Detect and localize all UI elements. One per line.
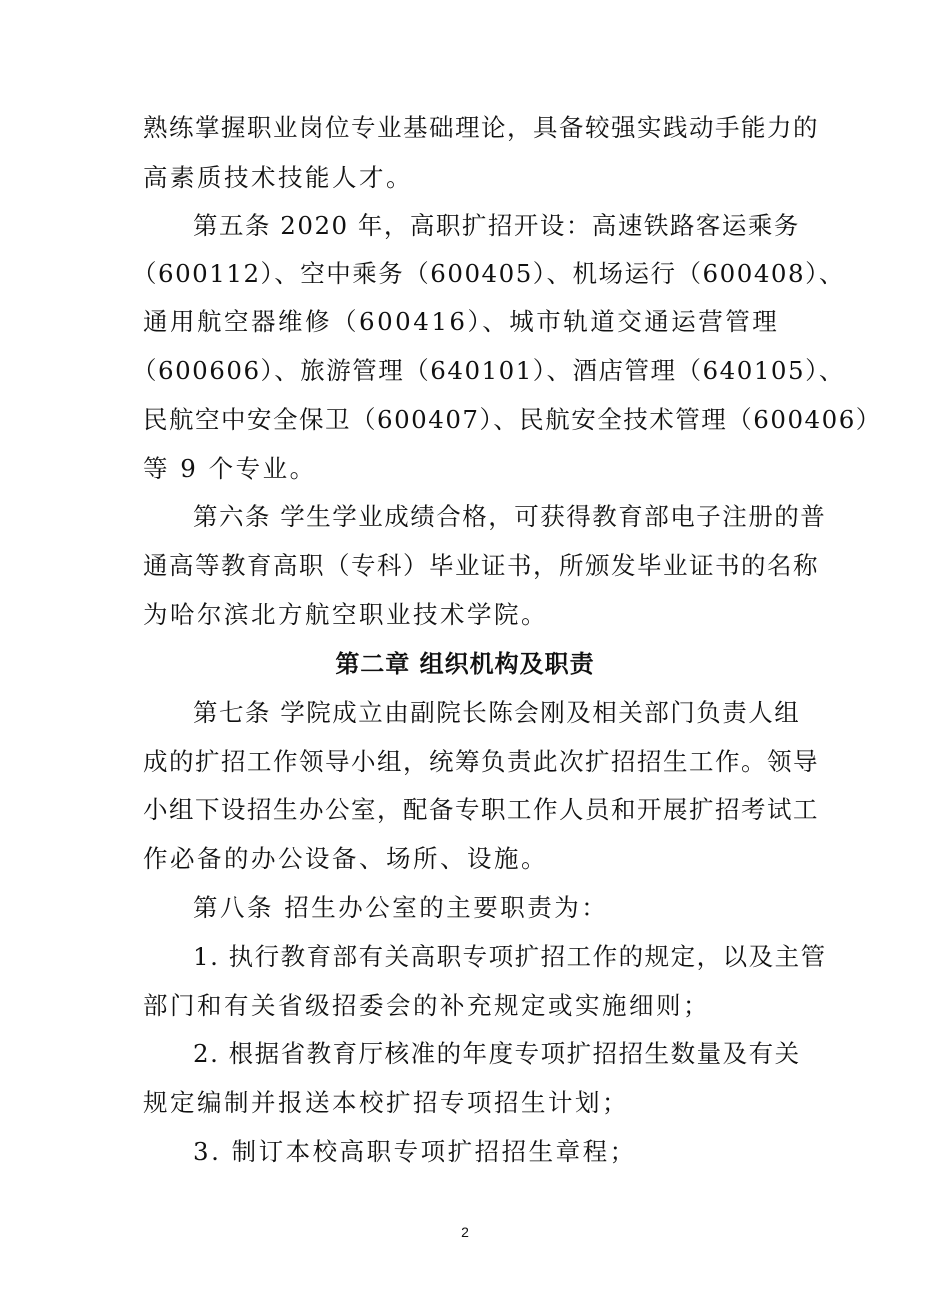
- item-2-line: 2. 根据省教育厅核准的年度专项扩招招生数量及有关: [193, 1039, 801, 1068]
- article-5-line: （600606）、旅游管理（640101）、酒店管理（640105）、: [132, 356, 845, 385]
- item-2-line: 规定编制并报送本校扩招专项招生计划；: [143, 1088, 629, 1117]
- paragraph-line: 高素质技术技能人才。: [143, 163, 413, 192]
- article-7-line: 第七条 学院成立由副院长陈会刚及相关部门负责人组: [193, 698, 801, 727]
- article-5-line: （600112）、空中乘务（600405）、机场运行（600408）、: [132, 259, 845, 288]
- item-1-line: 部门和有关省级招委会的补充规定或实施细则；: [143, 991, 710, 1020]
- article-5-line: 第五条 2020 年，高职扩招开设：高速铁路客运乘务: [193, 211, 800, 240]
- chapter-title: 第二章 组织机构及职责: [335, 650, 595, 678]
- article-6-line: 通高等教育高职（专科）毕业证书，所颁发毕业证书的名称: [143, 551, 819, 580]
- item-3-line: 3. 制订本校高职专项扩招招生章程；: [193, 1137, 637, 1166]
- item-1-line: 1. 执行教育部有关高职专项扩招工作的规定，以及主管: [193, 942, 827, 971]
- article-7-line: 小组下设招生办公室，配备专职工作人员和开展扩招考试工: [143, 795, 819, 824]
- article-6-line: 为哈尔滨北方航空职业技术学院。: [143, 600, 548, 629]
- article-8-line: 第八条 招生办公室的主要职责为：: [193, 893, 609, 922]
- article-5-line: 民航空中安全保卫（600407）、民航安全技术管理（600406）: [143, 405, 882, 434]
- article-5-line: 通用航空器维修（600416）、城市轨道交通运营管理: [143, 307, 780, 336]
- article-6-line: 第六条 学生学业成绩合格，可获得教育部电子注册的普: [193, 502, 827, 531]
- page-number: 2: [461, 1224, 469, 1240]
- paragraph-line: 熟练掌握职业岗位专业基础理论，具备较强实践动手能力的: [143, 113, 819, 142]
- article-7-line: 作必备的办公设备、场所、设施。: [143, 844, 548, 873]
- article-5-line: 等 9 个专业。: [143, 454, 317, 483]
- article-7-line: 成的扩招工作领导小组，统筹负责此次扩招招生工作。领导: [143, 747, 819, 776]
